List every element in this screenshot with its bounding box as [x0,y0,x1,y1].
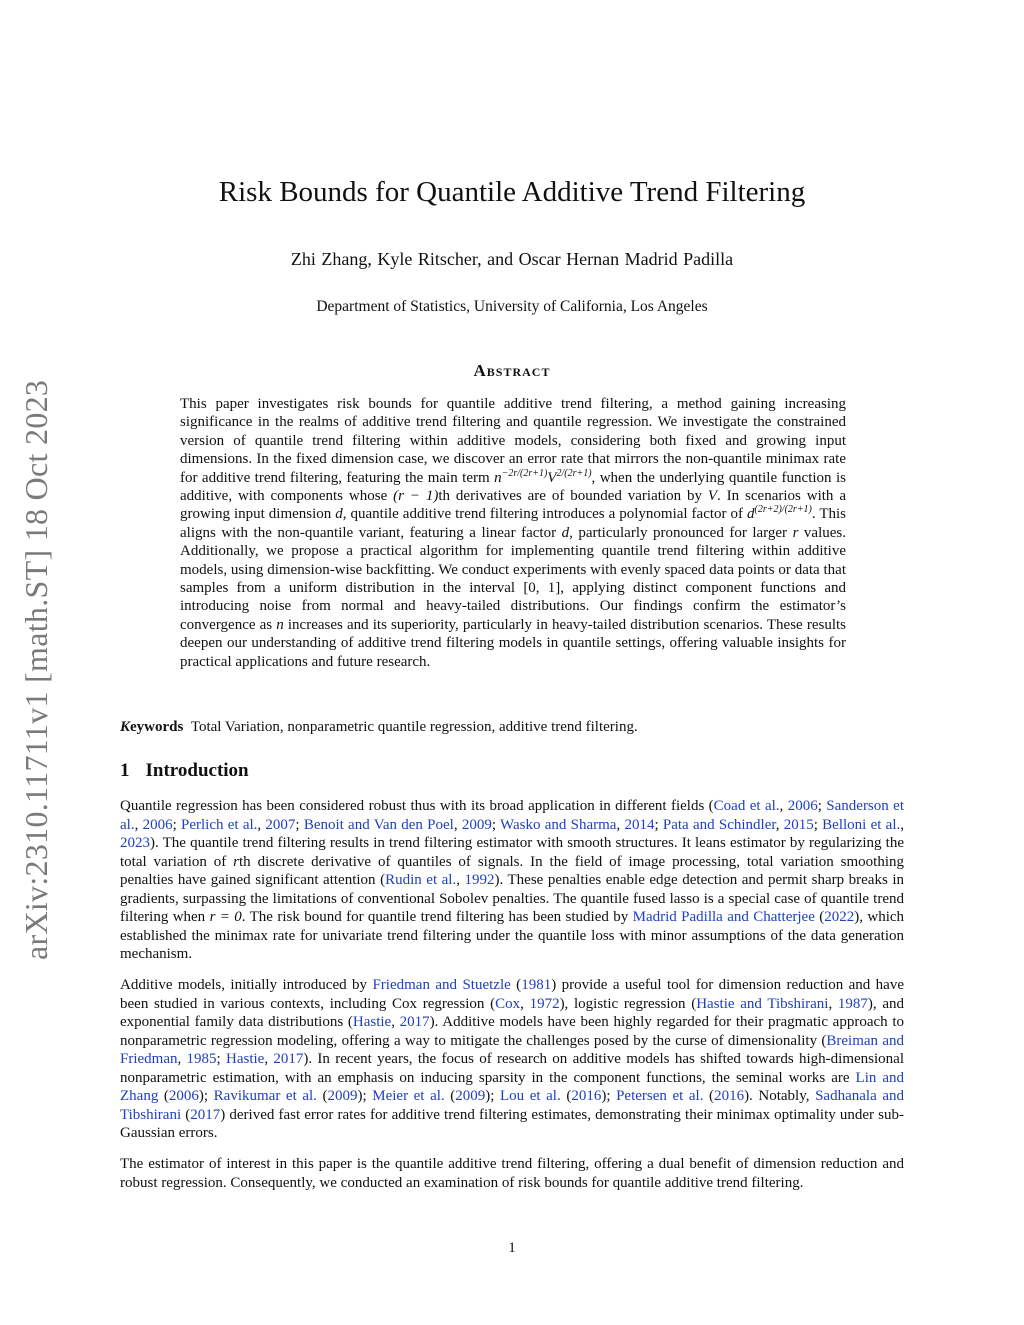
body-text: ) provide a useful tool for dimension reduction and have been studied in various contexts, including Cox regression ( [120,977,904,1012]
section-title: Introduction [145,760,249,781]
body-text: ( [181,1106,191,1123]
body-text: ) derived fast error rates for additive trend filtering estimates, demonstrating their minimax optimality under sub-Gaussian errors. [120,1106,904,1141]
citation-link[interactable]: Breiman and Friedman [120,1032,905,1067]
citation-link[interactable]: Lou et al. [499,1088,561,1104]
citation-link[interactable]: Hastie and Tibshirani [696,995,829,1012]
math-n: n [276,616,284,633]
citation-link[interactable]: Wasko and Sharma [500,816,617,833]
body-text: , [828,995,838,1012]
keywords-line [120,719,638,736]
math-r-minus-1: (r − 1) [393,488,439,505]
citation-year-link[interactable]: 2023 [120,835,150,851]
body-text: ). The quantile trend filtering results in trend filtering estimator with smooth structures. It leans estimator by regularizing the total variation of [120,835,904,870]
body-text: , [134,816,143,833]
abstract-heading: Abstract [473,361,551,380]
citation-link[interactable]: Hastie [352,1014,392,1030]
citation-link[interactable]: Meier et al. [372,1088,445,1104]
page-number: 1 [508,1240,516,1256]
citation-link[interactable]: Lin and Zhang [120,1069,904,1104]
body-text: ), logistic regression ( [559,995,697,1012]
body-text: ; [172,816,181,833]
abstract-text: , applying distinct component functions and introducing noise from normal and heavy-tailed distributions. Our findings confirm the estimator’s convergence as [180,580,846,633]
body-text: , [616,816,625,833]
paragraph-2 [120,976,904,1143]
body-text: ; [813,816,823,833]
body-text: ; [216,1051,227,1067]
abstract-text: th derivatives are of bounded variation by [438,488,708,505]
citation-year-link[interactable]: 2014 [624,816,655,833]
body-text: , [177,1051,187,1067]
citation-year-link[interactable]: 2017 [190,1106,221,1123]
citation-link[interactable]: Benoit and Van den Poel [303,816,454,833]
abstract-text: This paper investigates risk bounds for quantile additive trend filtering, a method gaining increasing significance in the realms of additive trend filtering and quantile regression. We investigate the constrained version of quantile trend filtering within additive models, considering both fixed and growing input dimensions. In the fixed dimension case, we discover an error rate that mirrors the non-quantile minimax rate for additive trend filtering, featuring the main term [180,396,846,486]
citation-year-link[interactable]: 2022 [824,909,855,925]
citation-year-link[interactable]: 1972 [529,995,560,1012]
math-r: r [792,524,799,541]
body-text: ), which established the minimax rate for univariate trend filtering under the quantile loss with minor assumptions of the data generation mechanism. [120,909,905,962]
body-text: ( [316,1088,328,1104]
citation-link[interactable]: Friedman and Stuetzle [372,977,511,993]
body-text: ( [703,1088,715,1104]
body-text: ( [510,977,522,993]
body-text: ). Additive models have been highly regarded for their pragmatic approach to nonparametric regression modeling, offering a way to mitigate the challenges posed by the curse of dimensionality ( [120,1014,904,1049]
body-text: ( [444,1088,456,1104]
citation-link[interactable]: Cox [495,995,521,1012]
paragraph-1 [120,797,904,964]
body-text: , [900,816,904,833]
citation-link[interactable]: Sanderson et al. [120,798,904,833]
citation-link[interactable]: Sadhanala and Tibshirani [120,1088,904,1123]
citation-link[interactable]: Petersen et al. [616,1088,704,1104]
math-d: d [335,506,343,523]
abstract-text: values. Additionally, we propose a practical algorithm for implementing quantile trend filtering within additive models, using dimension-wise backfitting. We conduct experiments with evenly spaced data points or data that samples from a uniform distribution in the interval [180,524,846,597]
citation-year-link[interactable]: 2016 [714,1088,745,1104]
abstract-text: . This aligns with the non-quantile variant, featuring a linear factor [180,506,846,541]
abstract-text: , particularly pronounced for larger [569,524,793,541]
body-text: ); [198,1088,214,1104]
keywords-label: eywords [130,719,184,735]
citation-year-link[interactable]: 2009 [455,1088,486,1104]
body-text: ), and exponential family data distributions ( [120,995,905,1030]
citation-link[interactable]: Madrid Padilla and Chatterjee [632,909,815,925]
body-text: , [775,816,784,833]
body-text: ). Notably, [744,1088,816,1104]
citation-link[interactable]: Hastie [226,1051,265,1067]
body-text: ( [158,1088,169,1104]
author-list: Zhi Zhang, Kyle Ritscher, and Oscar Hernan Madrid Padilla [290,249,734,269]
body-text: ; [491,816,501,833]
math-n: n [494,469,502,486]
keywords-label-initial: K [120,719,131,735]
affiliation: Department of Statistics, University of California, Los Angeles [316,298,708,315]
citation-year-link[interactable]: 1992 [464,872,495,888]
citation-link[interactable]: Rudin et al. [385,872,457,888]
body-text: th discrete derivative of quantiles of signals. In the field of image processing, total variation smoothing penalties have gained significant attention ( [120,853,905,888]
math-exponent: −2r/(2r+1) [501,467,548,479]
body-text: Quantile regression has been considered robust thus with its broad application in different fields ( [120,798,714,814]
paper-title: Risk Bounds for Quantile Additive Trend Filtering [218,176,806,208]
citation-link[interactable]: Pata and Schindler [662,816,776,833]
body-text: , [456,872,465,888]
citation-year-link[interactable]: 2006 [142,816,173,833]
math-r-equals-0: r = 0 [209,909,242,925]
citation-link[interactable]: Perlich et al. [181,816,258,833]
keywords-text: Total Variation, nonparametric quantile regression, additive trend filtering. [190,719,638,735]
math-r: r [233,853,240,870]
body-text: ). In recent years, the focus of research on additive models has shifted towards high-dimensional nonparametric estimation, with an emphasis on inducing sparsity in the component functions, the seminal works are [120,1051,904,1086]
body-text: , [391,1014,400,1030]
citation-link[interactable]: Belloni et al. [822,816,901,833]
arxiv-identifier: arXiv:2310.11711v1 [math.ST] 18 Oct 2023 [18,379,54,960]
abstract-body [180,395,846,671]
abstract-text: , quantile additive trend filtering introduces a polynomial factor of [342,506,747,523]
body-text: ). These penalties enable edge detection and permit sharp breaks in gradients, surpassing the limitations of conventional Sobolev penalties. The quantile fused lasso is a special case of quantile trend filtering when [120,872,904,925]
citation-year-link[interactable]: 1985 [186,1051,217,1067]
math-d: d [746,506,755,523]
citation-year-link[interactable]: 2016 [571,1088,602,1104]
citation-year-link[interactable]: 2015 [783,816,814,833]
body-text: ; [654,816,663,833]
abstract-text: increases and its superiority, particularly in heavy-tailed distribution scenarios. These results deepen our understanding of additive trend filtering models in quantile settings, offering valuable insights for practical applications and future research. [180,616,846,670]
section-heading [120,760,249,782]
body-text: ); [485,1088,500,1104]
paragraph-3: The estimator of interest in this paper is the quantile additive trend filtering, offering a dual benefit of dimension reduction and robust regression. Consequently, we conducted an examination of risk bounds for quantile additive trend filtering. [120,1156,904,1191]
abstract-text: , when the underlying quantile function is additive, with components whose [180,469,846,505]
math-exponent: (2r+2)/(2r+1) [754,504,812,516]
citation-year-link[interactable]: 1981 [521,977,552,993]
body-text: , [453,816,462,833]
math-interval: [0, 1] [523,580,561,597]
body-text: , [779,798,788,814]
section-number: 1 [120,760,130,781]
math-V: V [707,488,718,505]
body-text: , [264,1051,274,1067]
citation-year-link[interactable]: 1987 [837,995,868,1012]
citation-year-link[interactable]: 2009 [461,816,492,833]
body-text: Additive models, initially introduced by [120,977,373,993]
body-text: ); [357,1088,373,1104]
body-text: ( [560,1088,572,1104]
citation-year-link[interactable]: 2017 [273,1051,304,1067]
citation-year-link[interactable]: 2017 [399,1014,430,1030]
citation-link[interactable]: Coad et al. [713,798,780,814]
citation-year-link[interactable]: 2009 [327,1088,358,1104]
citation-year-link[interactable]: 2006 [787,798,818,814]
citation-year-link[interactable]: 2007 [265,816,296,833]
body-text: ); [601,1088,617,1104]
body-text: ; [295,816,304,833]
citation-link[interactable]: Ravikumar et al. [213,1088,317,1104]
body-text: , [257,816,266,833]
body-text: , [520,995,530,1012]
math-exponent: 2/(2r+1) [556,467,592,479]
abstract-text: . In scenarios with a growing input dimension [180,488,846,523]
citation-year-link[interactable]: 2006 [168,1088,199,1104]
body-text: ( [814,909,825,925]
body-text: . The risk bound for quantile trend filtering has been studied by [241,909,633,925]
math-V: V [547,469,557,486]
body-text: ; [817,798,827,814]
math-d: d [561,524,570,541]
